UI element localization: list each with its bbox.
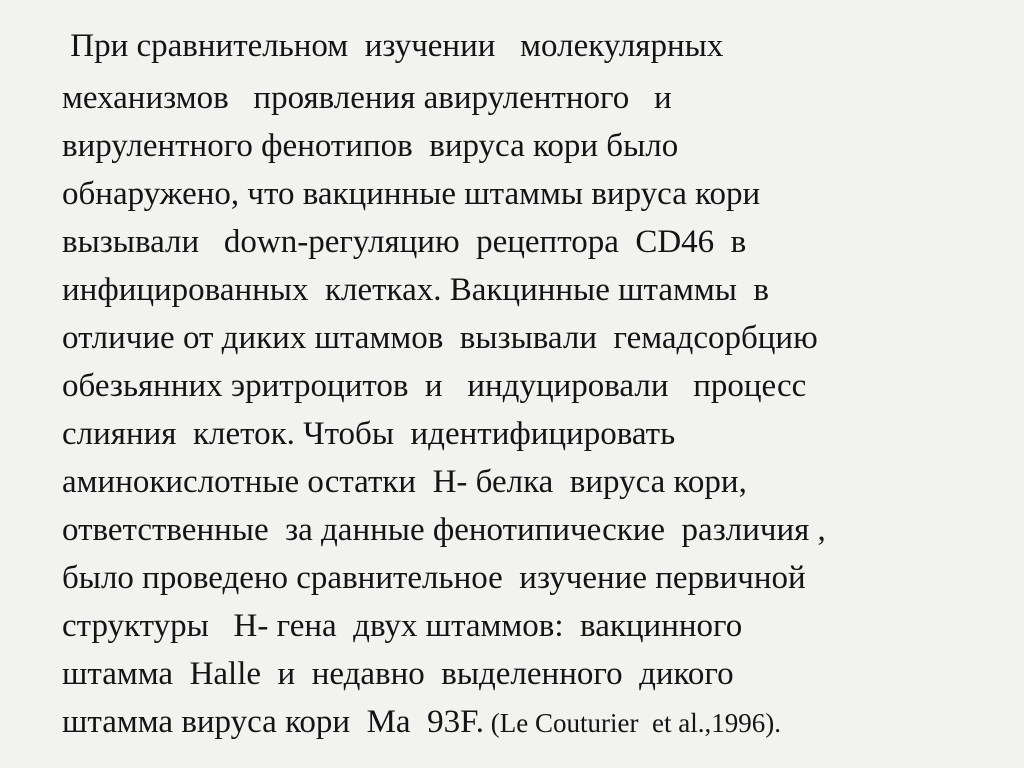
text-line-7: отличие от диких штаммов вызывали гемадсорбцию [62, 320, 818, 356]
text-line-5: вызывали down-регуляцию рецептора CD46 в [62, 224, 747, 260]
text-line-12: было проведено сравнительное изучение первичной [62, 560, 806, 596]
text-line-6: инфицированных клетках. Вакцинные штаммы в [62, 272, 770, 308]
citation: (Le Couturier et al.,1996). [484, 708, 781, 738]
text-line-15 [62, 702, 781, 743]
text-line-10: аминокислотные остатки Н- белка вируса кори, [62, 464, 747, 500]
text-line-14: штамма Halle и недавно выделенного дикого [62, 656, 734, 692]
text-line-4: обнаружено, что вакцинные штаммы вируса кори [62, 176, 761, 212]
text-line-1: При сравнительном изучении молекулярных [62, 28, 724, 64]
text-line-15-body: штамма вируса кори Ma 93F. [62, 704, 485, 740]
text-line-2: механизмов проявления авирулентного и [62, 80, 672, 116]
text-line-9: слияния клеток. Чтобы идентифицировать [62, 416, 676, 452]
text-line-13: структуры Н- гена двух штаммов: вакцинного [62, 608, 743, 644]
text-line-8: обезьянних эритроцитов и индуцировали процесс [62, 368, 807, 404]
text-line-3: вирулентного фенотипов вируса кори было [62, 128, 679, 164]
text-line-11: ответственные за данные фенотипические различия , [62, 512, 826, 548]
